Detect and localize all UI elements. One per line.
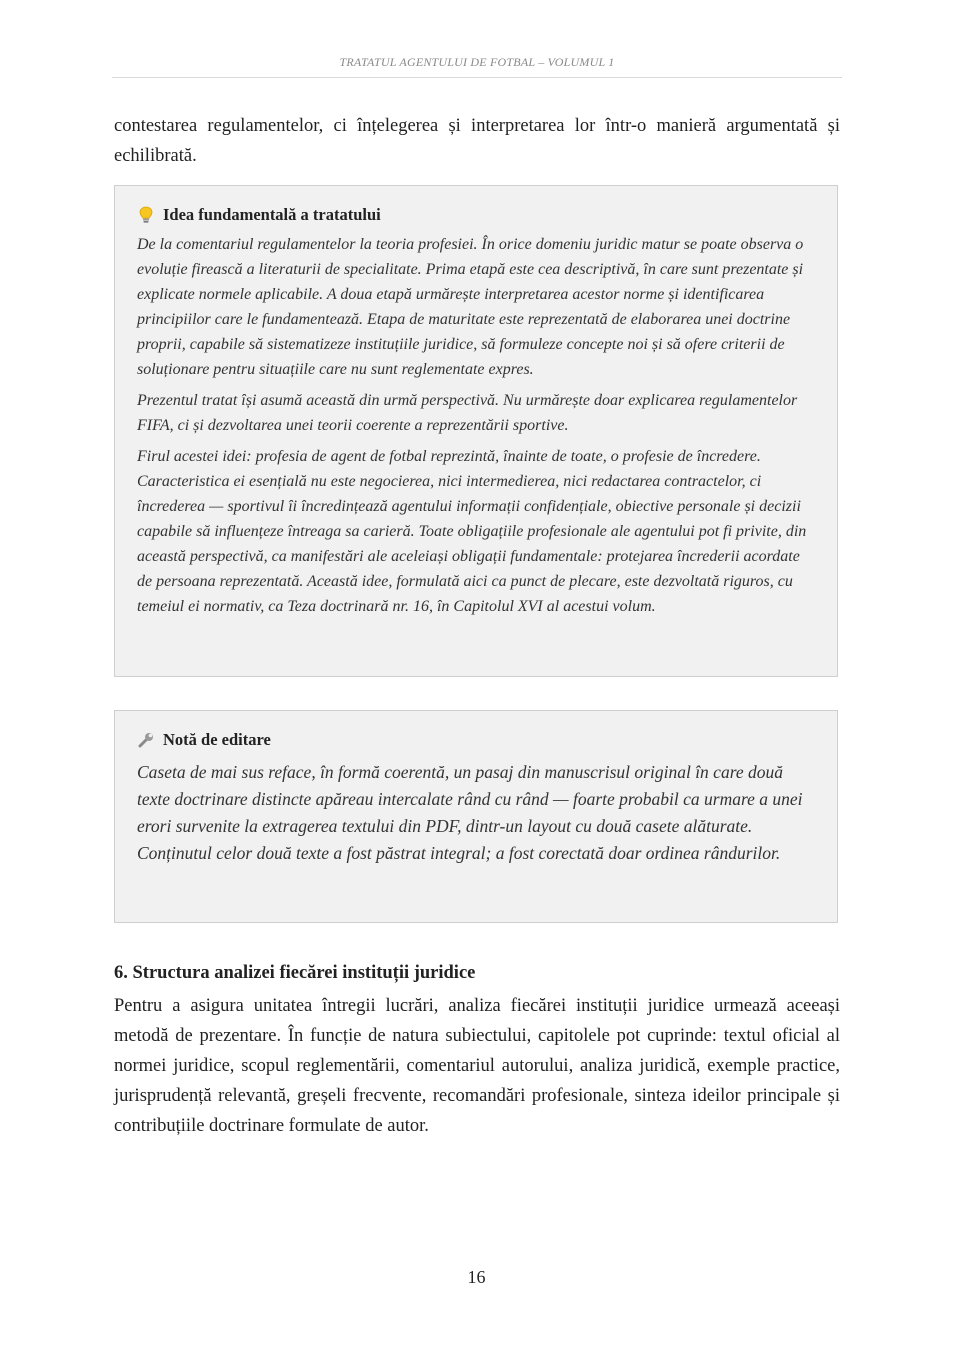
idea-paragraph-2: Prezentul tratat își asumă această din urmă perspectivă. Nu urmărește doar explicarea regulamentelor FIFA, ci și dezvoltarea unei teorii coerente a reprezentării sportive. bbox=[137, 392, 798, 434]
page-number: 16 bbox=[467, 1267, 486, 1287]
running-header: TRATATUL AGENTULUI DE FOTBAL – VOLUMUL 1 bbox=[339, 55, 615, 69]
idea-callout-box bbox=[114, 185, 838, 677]
edit-note-box bbox=[114, 710, 838, 923]
idea-box-header bbox=[137, 204, 815, 226]
header-divider bbox=[112, 77, 842, 78]
idea-paragraph-3: Firul acestei idei: profesia de agent de fotbal reprezintă, înainte de toate, o profesie de încredere. Caracteristica ei esențială nu este negocierea, nici intermedierea, nici redactarea contractelor, ci încrederea — sportivul îi încredințează agentului informații confidențiale, obiective personale și decizii capabile să influențeze întreaga sa carieră. Toate obligațiile profesionale ale agentului pot fi privite, din această perspectivă, ca manifestări ale aceleiași obligații fundamentale: protejarea încrederii acordate de persoana reprezentată. Această idee, formulată aici ca punct de plecare, este dezvoltată riguros, cu temeiul ei normativ, ca Teza doctrinară nr. 16, în Capitolul XVI al acestui volum. bbox=[137, 448, 807, 615]
idea-box-title: Idea fundamentală a tratatului bbox=[163, 205, 381, 224]
section-body: Pentru a asigura unitatea întregii lucrări, analiza fiecărei instituții juridice urmează aceeași metodă de prezentare. În funcție de natura subiectului, capitolele pot cuprinde: textul oficial al normei juridice, scopul reglementării, comentariul autorului, analiza juridică, exemple practice, jurisprudență relevantă, greșeli frecvente, recomandări profesionale, sinteza ideilor principale și contribuțiile doctrinare formulate de autor. bbox=[114, 996, 840, 1136]
edit-note-header bbox=[137, 729, 815, 751]
intro-paragraph: contestarea regulamentelor, ci înțelegerea și interpretarea lor într-o manieră argumentată și echilibrată. bbox=[114, 116, 840, 166]
lightbulb-icon bbox=[137, 206, 155, 224]
section-heading: 6. Structura analizei fiecărei instituții juridice bbox=[114, 963, 476, 983]
idea-paragraph-1: De la comentariul regulamentelor la teoria profesiei. În orice domeniu juridic matur se poate observa o evoluție firească a literaturii de specialitate. Prima etapă este cea descriptivă, în care sunt prezentate și explicate normele aplicabile. A doua etapă urmărește interpretarea acestor norme și identificarea principiilor care le fundamentează. Etapa de maturitate este reprezentată de elaborarea unei doctrine proprii, capabile să sistematizeze instituțiile juridice, să formuleze concepte noi și să ofere criterii de soluționare pentru situațiile care nu sunt reglementate expres. bbox=[137, 236, 804, 378]
wrench-icon bbox=[137, 731, 155, 749]
edit-note-title: Notă de editare bbox=[163, 730, 271, 749]
edit-note-text: Caseta de mai sus reface, în formă coerentă, un pasaj din manuscrisul original în care două texte doctrinare distincte apăreau intercalate rând cu rând — foarte probabil ca urmare a unei erori survenite la extragerea textului din PDF, dintr-un layout cu două casete alăturate. Conținutul celor două texte a fost păstrat integral; a fost corectată doar ordinea rândurilor. bbox=[137, 762, 803, 863]
